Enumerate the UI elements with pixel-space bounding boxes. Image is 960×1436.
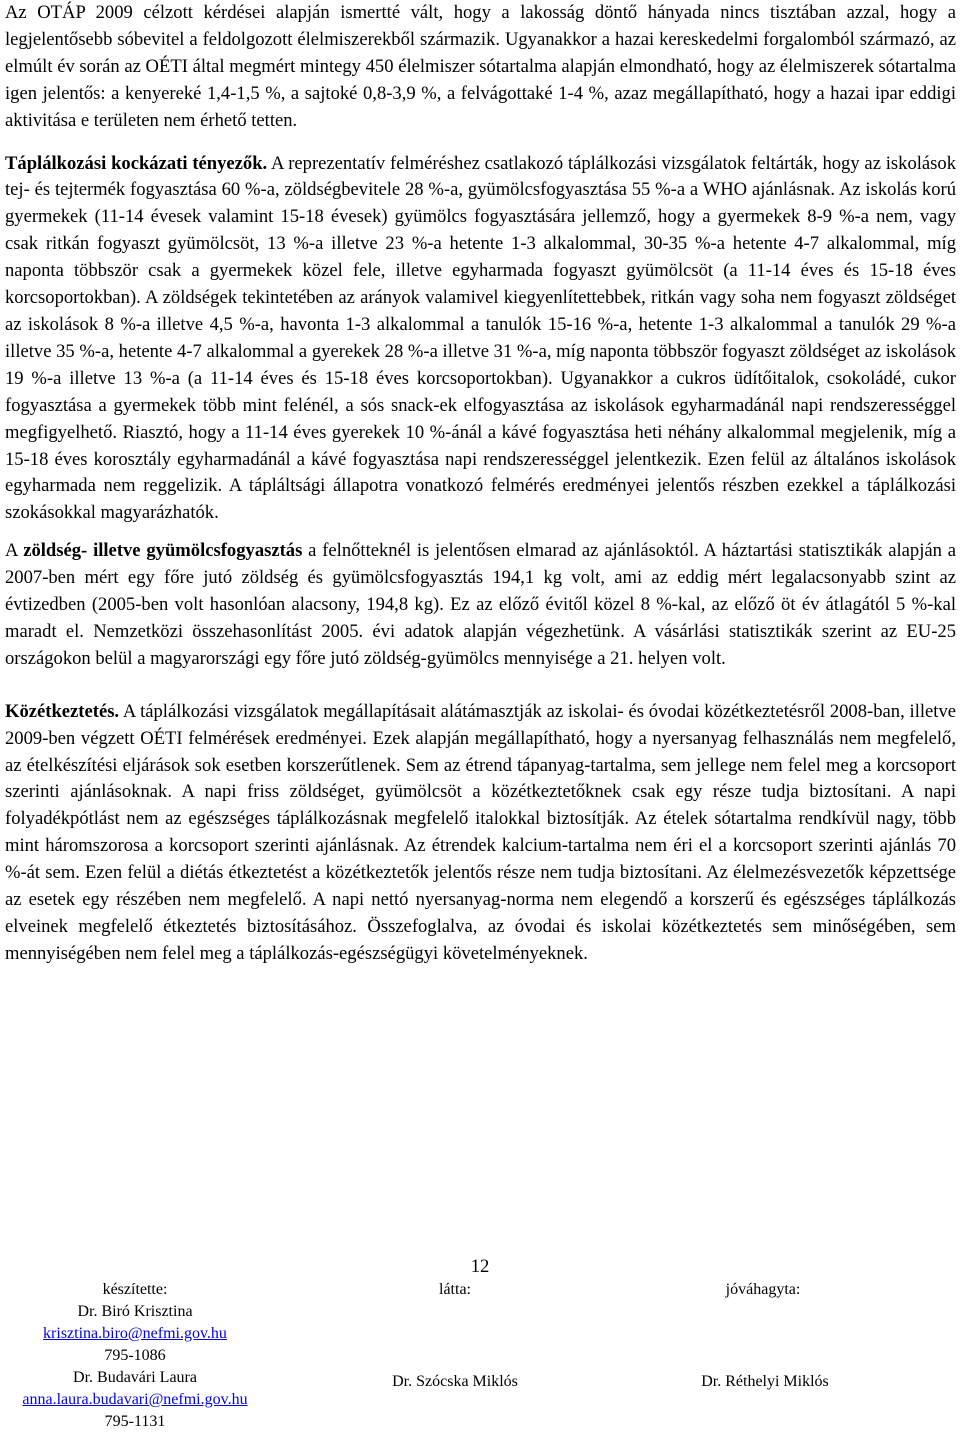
page-number: 12 — [470, 1256, 490, 1277]
document-body — [5, 0, 956, 968]
paragraph-fruit-vegetable — [5, 538, 956, 673]
paragraph-text: a felnőtteknél is jelentősen elmarad az ajánlásoktól. A háztartási statisztikák alapján a 2007-ben mért egy főre jutó zöldség és gyümölcsfogyasztás 194,1 kg volt, ami az eddig mért legalacsonyabb szint az évtizedben (2005-ben volt hasonlóan alacsony, 194,8 kg). Ez az előző évitől közel 8 %-kal, az előző öt év átlagától 5 %-kal maradt el. Nemzetközi összehasonlítást 2005. évi adatok alapján végezhetünk. A vásárlási statisztikák szerint az EU-25 országokon belül a magyarországi egy főre jutó zöldség-gyümölcs mennyisége a 21. helyen volt. — [5, 540, 956, 669]
footer-author2-phone: 795-1131 — [104, 1413, 166, 1430]
footer-approved-column — [648, 1279, 878, 1301]
paragraph-text: A reprezentatív felméréshez csatlakozó táplálkozási vizsgálatok feltárták, hogy az iskolások tej- és tejtermék fogyasztása 60 %-a, zöldségbevitele 28 %-a, gyümölcsfogyasztása 55 %-a a WHO ajánlásnak. Az iskolás korú gyermekek (11-14 évesek valamint 15-18 évesek) gyümölcs fogyasztására jellemző, hogy a gyermekek 8-9 %-a nem, vagy csak ritkán fogyaszt gyümölcsöt, 13 %-a illetve 23 %-a hetente 1-3 alkalommal, 30-35 %-a hetente 4-7 alkalommal, míg naponta többször csak a gyermekek közel fele, illetve egyharmada fogyaszt gyümölcsöt (a 11-14 éves és 15-18 éves korcsoportokban). A zöldségek tekintetében az arányok valamivel kiegyenlítettebbek, ritkán vagy soha nem fogyaszt zöldséget az iskolások 8 %-a illetve 4,5 %-a, havonta 1-3 alkalommal a tanulók 15-16 %-a, hetente 1-3 alkalommal a tanulók 29 %-a illetve 35 %-a, hetente 4-7 alkalommal a gyerekek 28 %-a illetve 31 %-a, míg naponta többször fogyaszt zöldséget az iskolások 19 %-a illetve 13 %-a (a 11-14 éves és 15-18 éves korcsoportokban). Ugyanakkor a cukros üdítőitalok, csokoládé, cukor fogyasztása a gyermekek több mint felénél, a sós snack-ek elfogyasztása az iskolások egyharmadánál napi rendszerességgel megfigyelhető. Riasztó, hogy a 11-14 éves gyerekek 10 %-ánál a kávé fogyasztása heti néhány alkalommal megjelenik, míg a 15-18 éves korosztály egyharmadánál a kávé fogyasztása napi rendszerességgel jelentkezik. Ezen felül az általános iskolások egyharmada nem reggelizik. A tápláltsági állapotra vonatkozó felmérés eredményei jelentős részben ezekkel a táplálkozási szokásokkal magyarázhatók. — [5, 152, 956, 524]
footer-seen-label: látta: — [439, 1281, 471, 1298]
section-heading-nutrition-risks: Táplálkozási kockázati tényezők. — [5, 152, 268, 174]
footer-author2-email-link[interactable]: anna.laura.budavari@nefmi.gov.hu — [22, 1391, 248, 1408]
footer-seen-name: Dr. Szócska Miklós — [392, 1373, 518, 1390]
paragraph-salt-intake — [5, 0, 956, 135]
footer-approved-name: Dr. Réthelyi Miklós — [701, 1373, 829, 1390]
paragraph-text: A — [5, 540, 24, 562]
footer-author1-name: Dr. Biró Krisztina — [77, 1303, 193, 1320]
footer-prepared-label: készítette: — [102, 1281, 168, 1298]
footer-prepared-column — [0, 1279, 270, 1433]
footer-seen-column — [320, 1279, 590, 1301]
paragraph-text: Az OTÁP 2009 célzott kérdései alapján ismertté vált, hogy a lakosság döntő hányada nincs tisztában azzal, hogy a legjelentősebb sóbevitel a feldolgozott élelmiszerekből származik. Ugyanakkor a hazai kereskedelmi forgalomból származó, az elmúlt év során az OÉTI által megmért mintegy 450 élelmiszer sótartalma alapján elmondható, hogy az élelmiszerek sótartalma igen jelentős: a kenyereké 1,4-1,5 %, a sajtoké 0,8-3,9 %, a felvágottaké 1-4 %, azaz megállapítható, hogy a hazai ipar eddigi aktivitása e területen nem érhető tetten. — [5, 2, 956, 131]
paragraph-nutrition-risks — [5, 151, 956, 528]
footer-approved-label: jóváhagyta: — [725, 1281, 801, 1298]
paragraph-public-catering — [5, 699, 956, 968]
paragraph-text: A táplálkozási vizsgálatok megállapításait alátámasztják az iskolai- és óvodai közétkeztetésről 2008-ban, illetve 2009-ben végzett OÉTI felmérések eredményei. Ezek alapján megállapítható, hogy a nyersanyag felhasználás nem megfelelő, az ételkészítési eljárások sok esetben korszerűtlenek. Sem az étrend tápanyag-tartalma, sem jellege nem felel meg a korcsoport szerinti ajánlásoknak. A napi friss zöldséget, gyümölcsöt a közétkeztetőknek csak egy része tudja biztosítani. A napi folyadékpótlást nem az egészséges táplálkozásnak megfelelő italokkal biztosítják. Az ételek sótartalma rendkívül nagy, több mint háromszorosa a korcsoport szerinti ajánlásnak. Az étrendek kalcium-tartalma nem éri el a korcsoport szerinti ajánlás 70 %-át sem. Ezen felül a diétás étkeztetést a közétkeztetők jelentős része nem tudja biztosítani. Az élelmezésvezetők képzettsége az esetek egy részében nem megfelelő. A napi nettó nyersanyag-norma nem elegendő a korszerű és egészséges táplálkozás elveinek megfelelő étkeztetés biztosításához. Összefoglalva, az óvodai és iskolai közétkeztetés sem minőségében, sem mennyiségében nem felel meg a táplálkozás-egészségügyi követelményeknek. — [5, 700, 956, 964]
section-heading-public-catering: Közétkeztetés. — [5, 700, 120, 722]
emphasis-fruit-vegetable: zöldség- illetve gyümölcsfogyasztás — [23, 540, 303, 562]
footer-author1-email-link[interactable]: krisztina.biro@nefmi.gov.hu — [43, 1325, 227, 1342]
footer-author1-phone: 795-1086 — [104, 1347, 166, 1364]
footer-author2-name: Dr. Budavári Laura — [73, 1369, 197, 1386]
